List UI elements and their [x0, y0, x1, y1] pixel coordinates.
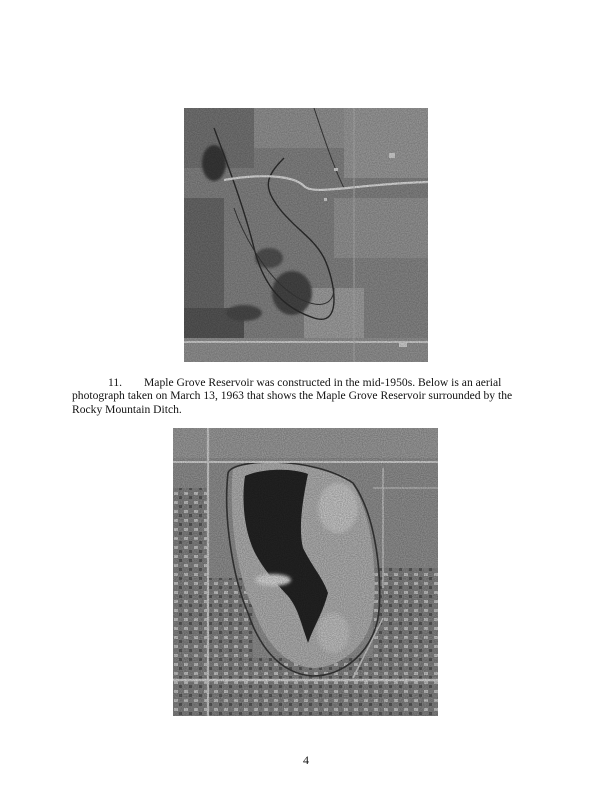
- aerial-photo-before-reservoir: [184, 108, 428, 362]
- paragraph-11: [72, 376, 542, 416]
- page-number: 4: [303, 753, 309, 767]
- aerial-photo-1963-reservoir: [173, 428, 438, 716]
- paragraph-number: 11.: [108, 376, 123, 389]
- paragraph-text: Maple Grove Reservoir was constructed in the mid-1950s. Below is an aerial photograph taken on March 13, 1963 that shows the Maple Grove Reservoir surrounded by the Rocky Mountain Ditch.: [72, 376, 513, 416]
